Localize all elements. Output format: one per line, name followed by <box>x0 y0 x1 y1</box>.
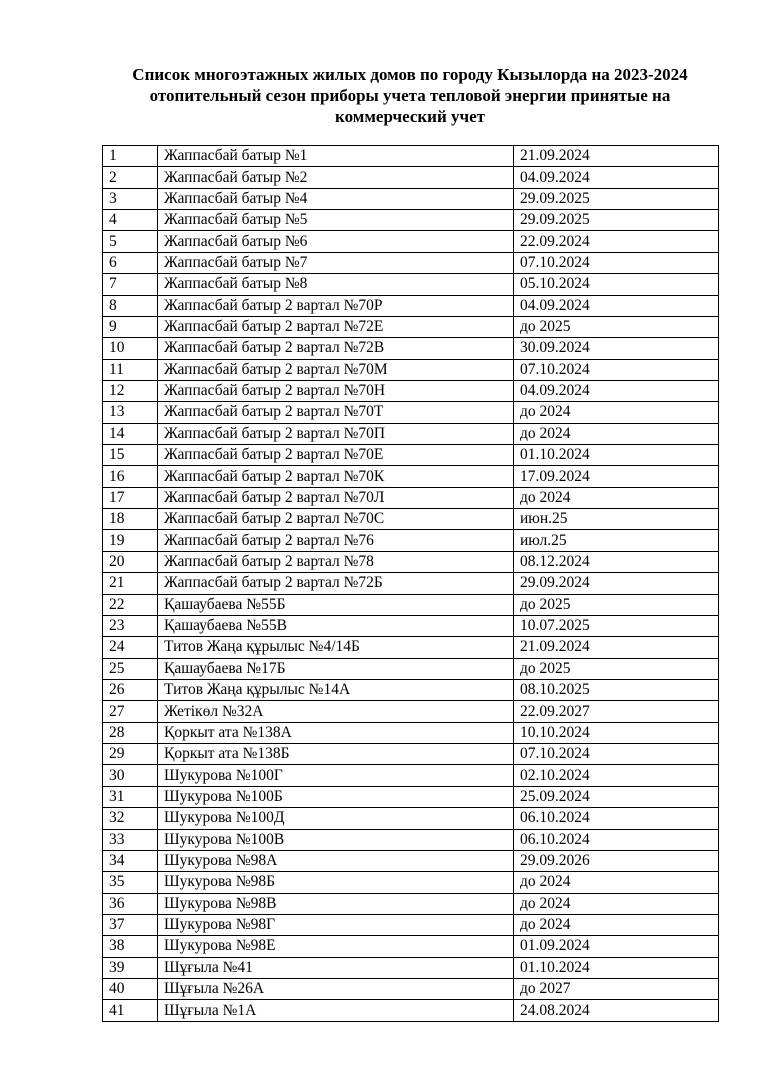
address-cell: Жаппасбай батыр 2 вартал №70Л <box>158 487 514 508</box>
address-cell: Жаппасбай батыр №2 <box>158 167 514 188</box>
row-number-cell: 25 <box>103 658 158 679</box>
date-cell: 01.10.2024 <box>514 445 719 466</box>
date-cell: 22.09.2027 <box>514 701 719 722</box>
date-cell: 21.09.2024 <box>514 146 719 167</box>
row-number-cell: 5 <box>103 231 158 252</box>
table-body <box>103 146 719 1022</box>
address-cell: Титов Жаңа құрылыс №14А <box>158 679 514 700</box>
row-number-cell: 32 <box>103 808 158 829</box>
date-cell: до 2024 <box>514 893 719 914</box>
date-cell: до 2024 <box>514 487 719 508</box>
address-cell: Жаппасбай батыр 2 вартал №70Е <box>158 445 514 466</box>
table-row <box>103 808 719 829</box>
row-number-cell: 7 <box>103 274 158 295</box>
row-number-cell: 8 <box>103 295 158 316</box>
address-cell: Жаппасбай батыр 2 вартал №70М <box>158 359 514 380</box>
date-cell: до 2024 <box>514 914 719 935</box>
table-row <box>103 701 719 722</box>
row-number-cell: 40 <box>103 979 158 1000</box>
address-cell: Жаппасбай батыр №6 <box>158 231 514 252</box>
table-row <box>103 380 719 401</box>
row-number-cell: 2 <box>103 167 158 188</box>
address-cell: Шукурова №98В <box>158 893 514 914</box>
table-row <box>103 914 719 935</box>
date-cell: 06.10.2024 <box>514 808 719 829</box>
table-row <box>103 936 719 957</box>
date-cell: до 2024 <box>514 872 719 893</box>
address-cell: Шукурова №100Д <box>158 808 514 829</box>
address-cell: Қашаубаева №55Б <box>158 594 514 615</box>
date-cell: 08.12.2024 <box>514 551 719 572</box>
address-cell: Жаппасбай батыр 2 вартал №70Т <box>158 402 514 423</box>
table-row <box>103 316 719 337</box>
row-number-cell: 26 <box>103 679 158 700</box>
address-cell: Жаппасбай батыр 2 вартал №70П <box>158 423 514 444</box>
title-line: коммерческий учет <box>335 107 485 126</box>
table-row <box>103 338 719 359</box>
address-cell: Қашаубаева №55В <box>158 615 514 636</box>
address-cell: Шукурова №98Е <box>158 936 514 957</box>
address-cell: Шукурова №100Б <box>158 786 514 807</box>
date-cell: 06.10.2024 <box>514 829 719 850</box>
row-number-cell: 9 <box>103 316 158 337</box>
table-row <box>103 231 719 252</box>
address-cell: Жаппасбай батыр №8 <box>158 274 514 295</box>
table-row <box>103 594 719 615</box>
date-cell: 10.07.2025 <box>514 615 719 636</box>
table-row <box>103 957 719 978</box>
table-row <box>103 402 719 423</box>
address-cell: Шұғыла №26А <box>158 979 514 1000</box>
table-row <box>103 979 719 1000</box>
date-cell: 01.09.2024 <box>514 936 719 957</box>
date-cell: 24.08.2024 <box>514 1000 719 1021</box>
title-line: отопительный сезон приборы учета тепловой энергии принятые на <box>149 86 671 105</box>
date-cell: 29.09.2025 <box>514 188 719 209</box>
table-row <box>103 722 719 743</box>
table-row <box>103 252 719 273</box>
address-cell: Шукурова №98Б <box>158 872 514 893</box>
date-cell: 07.10.2024 <box>514 359 719 380</box>
row-number-cell: 29 <box>103 744 158 765</box>
address-cell: Жаппасбай батыр 2 вартал №72Е <box>158 316 514 337</box>
address-cell: Жаппасбай батыр 2 вартал №76 <box>158 530 514 551</box>
address-cell: Жаппасбай батыр 2 вартал №70Н <box>158 380 514 401</box>
date-cell: 04.09.2024 <box>514 380 719 401</box>
row-number-cell: 4 <box>103 210 158 231</box>
address-cell: Жетікөл №32А <box>158 701 514 722</box>
table-row <box>103 829 719 850</box>
row-number-cell: 30 <box>103 765 158 786</box>
date-cell: 30.09.2024 <box>514 338 719 359</box>
table-row <box>103 509 719 530</box>
table-row <box>103 530 719 551</box>
table-row <box>103 744 719 765</box>
row-number-cell: 35 <box>103 872 158 893</box>
table-row <box>103 637 719 658</box>
table-row <box>103 188 719 209</box>
address-cell: Жаппасбай батыр №5 <box>158 210 514 231</box>
row-number-cell: 6 <box>103 252 158 273</box>
row-number-cell: 21 <box>103 573 158 594</box>
address-cell: Шұғыла №1А <box>158 1000 514 1021</box>
row-number-cell: 33 <box>103 829 158 850</box>
row-number-cell: 37 <box>103 914 158 935</box>
row-number-cell: 16 <box>103 466 158 487</box>
row-number-cell: 10 <box>103 338 158 359</box>
table-row <box>103 551 719 572</box>
date-cell: 07.10.2024 <box>514 744 719 765</box>
row-number-cell: 12 <box>103 380 158 401</box>
date-cell: 04.09.2024 <box>514 295 719 316</box>
date-cell: 17.09.2024 <box>514 466 719 487</box>
table-row <box>103 445 719 466</box>
row-number-cell: 15 <box>103 445 158 466</box>
address-cell: Жаппасбай батыр №1 <box>158 146 514 167</box>
address-cell: Қоркыт ата №138Б <box>158 744 514 765</box>
address-cell: Жаппасбай батыр 2 вартал №70Р <box>158 295 514 316</box>
table-row <box>103 466 719 487</box>
address-cell: Шукурова №98Г <box>158 914 514 935</box>
row-number-cell: 13 <box>103 402 158 423</box>
date-cell: 04.09.2024 <box>514 167 719 188</box>
date-cell: 22.09.2024 <box>514 231 719 252</box>
row-number-cell: 31 <box>103 786 158 807</box>
table-row <box>103 167 719 188</box>
table-row <box>103 295 719 316</box>
table-row <box>103 146 719 167</box>
date-cell: 02.10.2024 <box>514 765 719 786</box>
address-cell: Жаппасбай батыр 2 вартал №70К <box>158 466 514 487</box>
address-cell: Қоркыт ата №138А <box>158 722 514 743</box>
address-cell: Қашаубаева №17Б <box>158 658 514 679</box>
table-row <box>103 423 719 444</box>
address-cell: Шұғыла №41 <box>158 957 514 978</box>
table-row <box>103 1000 719 1021</box>
table-row <box>103 615 719 636</box>
row-number-cell: 19 <box>103 530 158 551</box>
table-row <box>103 658 719 679</box>
table-row <box>103 359 719 380</box>
date-cell: 25.09.2024 <box>514 786 719 807</box>
row-number-cell: 24 <box>103 637 158 658</box>
date-cell: до 2025 <box>514 316 719 337</box>
address-cell: Титов Жаңа құрылыс №4/14Б <box>158 637 514 658</box>
date-cell: 10.10.2024 <box>514 722 719 743</box>
date-cell: 05.10.2024 <box>514 274 719 295</box>
row-number-cell: 11 <box>103 359 158 380</box>
address-cell: Жаппасбай батыр 2 вартал №72Б <box>158 573 514 594</box>
date-cell: до 2024 <box>514 402 719 423</box>
date-cell: 21.09.2024 <box>514 637 719 658</box>
title-line: Список многоэтажных жилых домов по городу Кызылорда на 2023-2024 <box>132 65 688 84</box>
row-number-cell: 34 <box>103 850 158 871</box>
date-cell: 29.09.2024 <box>514 573 719 594</box>
table-row <box>103 573 719 594</box>
row-number-cell: 18 <box>103 509 158 530</box>
date-cell: июл.25 <box>514 530 719 551</box>
address-cell: Жаппасбай батыр 2 вартал №78 <box>158 551 514 572</box>
date-cell: до 2025 <box>514 658 719 679</box>
buildings-table <box>102 145 719 1022</box>
date-cell: до 2025 <box>514 594 719 615</box>
address-cell: Жаппасбай батыр 2 вартал №70С <box>158 509 514 530</box>
date-cell: до 2027 <box>514 979 719 1000</box>
row-number-cell: 20 <box>103 551 158 572</box>
date-cell: до 2024 <box>514 423 719 444</box>
document-title <box>100 64 720 127</box>
address-cell: Жаппасбай батыр №7 <box>158 252 514 273</box>
row-number-cell: 27 <box>103 701 158 722</box>
table-row <box>103 786 719 807</box>
address-cell: Шукурова №100В <box>158 829 514 850</box>
address-cell: Шукурова №98А <box>158 850 514 871</box>
date-cell: 29.09.2026 <box>514 850 719 871</box>
table-row <box>103 210 719 231</box>
row-number-cell: 39 <box>103 957 158 978</box>
address-cell: Шукурова №100Г <box>158 765 514 786</box>
date-cell: 07.10.2024 <box>514 252 719 273</box>
table-row <box>103 679 719 700</box>
row-number-cell: 1 <box>103 146 158 167</box>
table-row <box>103 274 719 295</box>
row-number-cell: 41 <box>103 1000 158 1021</box>
row-number-cell: 38 <box>103 936 158 957</box>
row-number-cell: 23 <box>103 615 158 636</box>
row-number-cell: 3 <box>103 188 158 209</box>
row-number-cell: 36 <box>103 893 158 914</box>
table-row <box>103 893 719 914</box>
date-cell: 29.09.2025 <box>514 210 719 231</box>
row-number-cell: 28 <box>103 722 158 743</box>
table-row <box>103 850 719 871</box>
address-cell: Жаппасбай батыр 2 вартал №72В <box>158 338 514 359</box>
row-number-cell: 14 <box>103 423 158 444</box>
table-row <box>103 487 719 508</box>
date-cell: июн.25 <box>514 509 719 530</box>
row-number-cell: 17 <box>103 487 158 508</box>
table-row <box>103 872 719 893</box>
date-cell: 08.10.2025 <box>514 679 719 700</box>
row-number-cell: 22 <box>103 594 158 615</box>
address-cell: Жаппасбай батыр №4 <box>158 188 514 209</box>
table-row <box>103 765 719 786</box>
date-cell: 01.10.2024 <box>514 957 719 978</box>
